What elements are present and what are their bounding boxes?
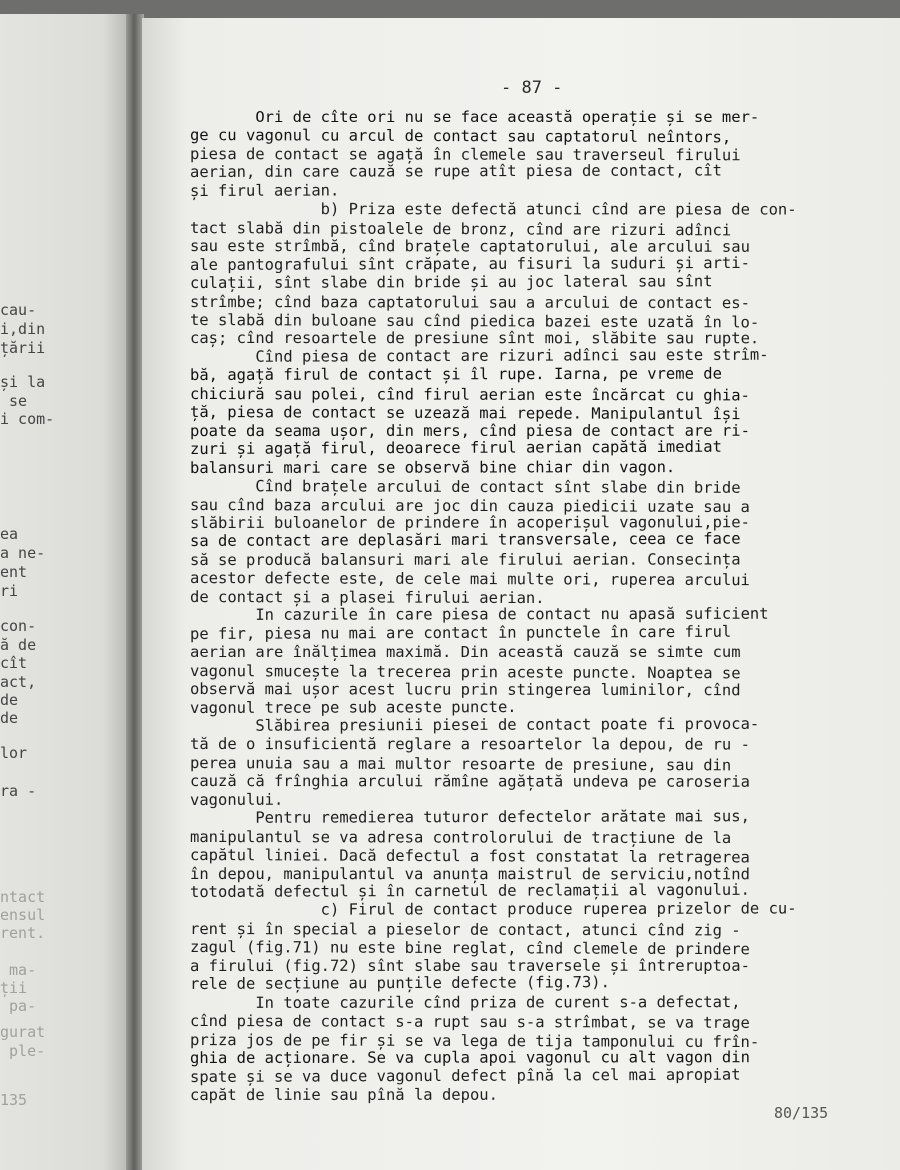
left-page-fragment: ri [0,582,19,600]
left-page-fragment: ea [0,525,19,543]
left-page-fragment: ntact [0,888,46,906]
text-line: ță, piesa de contact se uzează mai repede. Manipulantul își [189,403,741,424]
left-page-fragment: ra - [0,782,37,800]
text-line: Slăbirea presiunii piesei de contact poate fi provoca- [189,714,760,735]
text-line: Pentru remedierea tuturor defectelor arătate mai sus, [189,807,750,828]
text-line: observă mai ușor acest lucru prin stingerea luminilor, cînd [189,680,741,700]
page-number: - 87 - [501,78,563,98]
left-page-fragment: con- [0,617,37,635]
left-page-fragment: i com- [0,410,55,428]
text-line: balansuri mari care se observă bine chiar din vagon. [189,457,676,477]
body-text [190,108,880,1104]
text-line: în depou, manipulantul va anunța maistrul de serviciu,notînd [189,864,750,883]
text-line: cauză că frînghia arcului rămîne agățată undeva pe caroseria [189,772,750,792]
text-line: bă, agață firul de contact și îl rupe. Iarna, pe vreme de [189,364,722,385]
text-line: și firul aerian. [189,181,340,200]
left-page-fragment: gurat [0,1023,46,1041]
text-line: rele de secțiune au punțile defecte (fig.73). [189,973,610,994]
left-page-fragment: ensul [0,906,46,924]
text-line: manipulantul se va adresa controlorului de tracțiune de la [189,827,732,847]
left-page-fragment: cît [0,654,28,672]
text-line: totodată defectul și în carnetul de reclamații al vagonului. [189,880,750,902]
text-line: ale pantografului sînt crăpate, au fisuri la suduri și arti- [189,253,750,274]
text-line: aerian are înălțimea maximă. Din această cauză se simte cum [190,643,741,662]
text-line: zuri și agață firul, deoarece firul aerian capătă imediat [189,437,722,459]
text-line: să se producă balansuri mari ale firului aerian. Consecința [189,550,741,569]
left-page-fragment: de [0,691,19,709]
text-line: sa de contact are deplasări mari transversale, ceea ce face [189,530,741,551]
text-line: vagonul smucește la trecerea prin aceste puncte. Noaptea se [189,661,741,682]
text-line: Cînd piesa de contact are rizuri adînci sau este strîm- [189,345,769,366]
text-line: vagonul trece pe sub aceste puncte. [189,697,517,717]
text-line: spate și se va duce vagonul defect pînă la cel mai apropiat [189,1065,741,1086]
text-line: perea unuia sau a mai multor resoarte de presiune, sau din [189,753,732,775]
text-line: a firului (fig.72) sînt slabe sau traversele și întreruptoa- [189,956,750,975]
left-page-fragment: cau- [0,301,37,319]
left-page-fragment: ple- [0,1042,46,1060]
text-line: sau este strîmbă, cînd brațele captatorului, ale arcului sau [189,237,750,256]
text-line: de contact și a plasei firului aerian. [189,587,545,607]
text-line: capătul liniei. Dacă defectul a fost constatat la retragerea [189,846,750,867]
left-page-fragment: 135 [0,1091,28,1109]
text-line: strîmbe; cînd baza captatorului sau a arcului de contact es- [189,292,750,312]
left-page-fragment: rent. [0,924,46,942]
text-line: slăbirii buloanelor de prindere în acoperișul vagonului,pie- [189,513,750,532]
left-page-fragment: ma- [0,961,37,979]
text-line: b) Priza este defectă atunci cînd are piesa de con- [189,200,797,219]
left-page-fragment: lor [0,744,28,762]
text-line: poate da seama ușor, din mers, cînd piesa de contact are ri- [189,421,750,440]
text-line: ghia de acționare. Se va cupla apoi vagonul cu alt vagon din [189,1048,750,1068]
text-line: te slabă din buloane sau cînd piedica bazei este uzată în lo- [189,310,760,332]
text-line: chiciură sau polei, cînd firul aerian este încărcat cu ghia- [189,384,750,405]
left-page-fragment: țării [0,339,46,357]
text-line: ge cu vagonul cu arcul de contact sau captatorul neîntors, [189,126,732,147]
text-line: capăt de linie sau pînă la depou. [189,1085,498,1105]
left-page-fragment: ent [0,563,28,581]
left-page-fragment: se [0,392,28,410]
text-line: priza jos de pe fir și se va lega de tija tamponului cu frîn- [189,1030,760,1051]
text-line: sau cînd baza arcului are joc din cauza piedicii uzate sau a [189,495,750,516]
text-line: tă de o insuficientă reglare a resoartelor la depou, de ru - [189,735,750,754]
text-line: rent și în special a pieselor de contact, atunci cînd zig - [189,919,741,940]
left-page-fragment: de [0,709,19,727]
left-page-fragment: pa- [0,997,37,1015]
text-line: In toate cazurile cînd priza de curent s-a defectat, [189,992,741,1012]
text-line: aerian, din care cauză se rupe atît piesa de contact, cît [189,161,722,182]
text-line: pe fir, piesa nu mai are contact în punctele în care firul [189,622,732,643]
text-line: caș; cînd resoartele de presiune sînt moi, slăbite sau rupte. [189,329,760,348]
text-line: tact slabă din pistoalele de bronz, cînd are rizuri adînci [189,218,732,240]
left-page-fragment: și la [0,373,46,391]
text-line: piesa de contact se agață în clemele sau traverseul firului [189,144,741,165]
left-page-fragment: i,din [0,320,46,338]
left-page-fragment: ții [0,979,28,997]
text-line: Ori de cîte ori nu se face această operație și se mer- [190,108,760,126]
text-line: culații, sînt slabe din bride și au joc lateral sau sînt [189,272,713,293]
left-page-fragment: ă de [0,636,37,654]
text-line: vagonului. [189,790,284,809]
left-page-fragment: act, [0,673,37,691]
text-line: Cînd brațele arcului de contact sînt slabe din bride [189,477,741,497]
page-footer-number: 80/135 [774,1104,829,1122]
text-line: In cazurile în care piesa de contact nu apasă suficient [189,604,769,625]
text-line: acestor defecte este, de cele mai multe ori, ruperea arcului [189,569,750,590]
left-page [0,14,128,1170]
text-line: cînd piesa de contact s-a rupt sau s-a strîmbat, se va trage [189,1012,750,1033]
left-page-fragment: a ne- [0,544,46,562]
text-line: zagul (fig.71) nu este bine reglat, cînd clemele de prindere [189,938,750,959]
text-line: c) Firul de contact produce ruperea prizelor de cu- [189,899,797,920]
